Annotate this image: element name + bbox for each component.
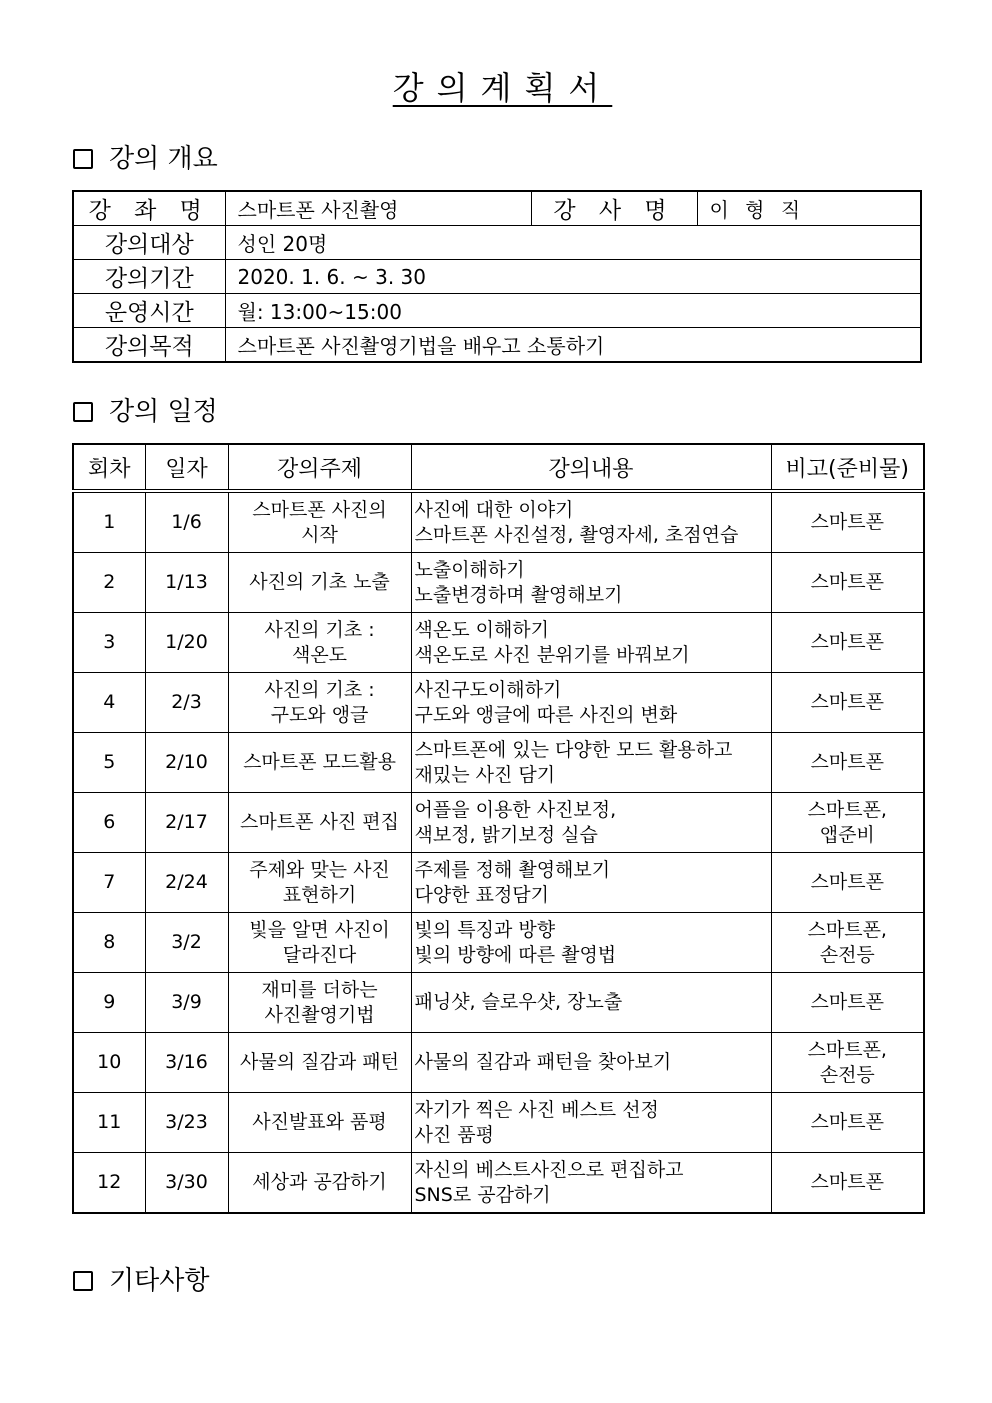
session-content xyxy=(411,553,771,613)
table-row xyxy=(73,613,924,673)
session-date: 2/3 xyxy=(145,673,228,733)
session-note xyxy=(771,913,924,973)
session-note-line: 앱준비 xyxy=(819,823,875,846)
session-topic-line: 색온도 xyxy=(291,643,348,666)
session-number: 12 xyxy=(73,1153,145,1214)
course-value: 스마트폰 사진촬영 xyxy=(225,191,531,226)
session-number: 2 xyxy=(73,553,145,613)
table-row xyxy=(73,853,924,913)
session-note xyxy=(771,673,924,733)
checkbox-square-icon xyxy=(73,402,93,422)
session-note xyxy=(771,613,924,673)
session-content xyxy=(411,913,771,973)
session-note-line: 손전등 xyxy=(819,943,875,966)
session-content-line: 자기가 찍은 사진 베스트 선정 xyxy=(414,1098,659,1121)
table-row xyxy=(73,1153,924,1214)
session-note xyxy=(771,733,924,793)
session-topic xyxy=(228,913,411,973)
header-date: 일자 xyxy=(145,444,228,491)
session-number: 6 xyxy=(73,793,145,853)
session-content xyxy=(411,793,771,853)
session-topic xyxy=(228,1033,411,1093)
session-note xyxy=(771,1153,924,1214)
session-date: 1/13 xyxy=(145,553,228,613)
purpose-label: 강의목적 xyxy=(73,328,225,363)
checkbox-square-icon xyxy=(73,1271,93,1291)
header-no: 회차 xyxy=(73,444,145,491)
session-date: 3/23 xyxy=(145,1093,228,1153)
session-topic xyxy=(228,491,411,553)
session-date: 1/6 xyxy=(145,491,228,553)
table-row xyxy=(73,1093,924,1153)
session-content-line: 색온도로 사진 분위기를 바꿔보기 xyxy=(414,643,690,666)
schedule-body xyxy=(73,491,924,1213)
session-content-line: 어플을 이용한 사진보정, xyxy=(414,798,617,821)
session-date: 2/24 xyxy=(145,853,228,913)
session-content-line: 사진 품평 xyxy=(414,1123,494,1146)
session-number: 7 xyxy=(73,853,145,913)
session-topic xyxy=(228,733,411,793)
session-note-line: 스마트폰 xyxy=(810,691,884,713)
session-topic xyxy=(228,793,411,853)
session-note xyxy=(771,1033,924,1093)
session-note xyxy=(771,853,924,913)
schedule-header-row xyxy=(73,444,924,491)
session-content xyxy=(411,1093,771,1153)
session-content xyxy=(411,733,771,793)
session-note-line: 스마트폰 xyxy=(810,631,884,653)
session-number: 1 xyxy=(73,491,145,553)
session-content-line: 사물의 질감과 패턴을 찾아보기 xyxy=(414,1051,672,1073)
purpose-value: 스마트폰 사진촬영기법을 배우고 소통하기 xyxy=(225,328,921,363)
overview-row-hours xyxy=(73,294,921,328)
session-content xyxy=(411,853,771,913)
instructor-value: 이 형 직 xyxy=(697,191,921,226)
table-row xyxy=(73,1033,924,1093)
overview-table xyxy=(72,190,922,363)
session-date: 1/20 xyxy=(145,613,228,673)
session-note xyxy=(771,553,924,613)
document-title: 강의계획서 xyxy=(392,69,613,107)
session-content-line: 주제를 정해 촬영해보기 xyxy=(414,858,611,881)
session-note-line: 스마트폰 xyxy=(810,991,884,1013)
session-topic-line: 스마트폰 모드활용 xyxy=(243,751,396,773)
table-row xyxy=(73,673,924,733)
session-content-line: 구도와 앵글에 따른 사진의 변화 xyxy=(414,703,678,726)
session-note xyxy=(771,973,924,1033)
session-date: 3/30 xyxy=(145,1153,228,1214)
session-topic xyxy=(228,853,411,913)
course-label: 강 좌 명 xyxy=(73,191,225,226)
period-value: 2020. 1. 6. ~ 3. 30 xyxy=(225,260,921,294)
session-topic-line: 사진의 기초 : xyxy=(264,618,375,641)
session-content-line: 빛의 특징과 방향 xyxy=(414,918,556,941)
header-content: 강의내용 xyxy=(411,444,771,491)
session-content-line: 노출변경하며 촬영해보기 xyxy=(414,583,623,606)
table-row xyxy=(73,913,924,973)
session-note-line: 스마트폰, xyxy=(807,1038,887,1061)
session-note-line: 스마트폰 xyxy=(810,571,884,593)
table-row xyxy=(73,491,924,553)
hours-value: 월: 13:00~15:00 xyxy=(225,294,921,328)
section-overview-heading: 강의 개요 xyxy=(73,144,218,174)
session-note xyxy=(771,491,924,553)
session-number: 3 xyxy=(73,613,145,673)
session-content-line: 사진에 대한 이야기 xyxy=(414,498,574,521)
session-content-line: 색보정, 밝기보정 실습 xyxy=(414,823,598,846)
session-topic-line: 사진촬영기법 xyxy=(264,1003,375,1026)
table-row xyxy=(73,973,924,1033)
header-topic: 강의주제 xyxy=(228,444,411,491)
session-date: 2/17 xyxy=(145,793,228,853)
table-row xyxy=(73,733,924,793)
session-date: 3/9 xyxy=(145,973,228,1033)
session-note-line: 스마트폰 xyxy=(810,871,884,893)
schedule-table xyxy=(72,443,925,1214)
session-topic xyxy=(228,1093,411,1153)
session-number: 10 xyxy=(73,1033,145,1093)
session-topic-line: 달라진다 xyxy=(282,943,357,966)
table-row xyxy=(73,553,924,613)
session-number: 4 xyxy=(73,673,145,733)
session-note-line: 스마트폰 xyxy=(810,511,884,533)
session-content-line: 색온도 이해하기 xyxy=(414,618,550,641)
session-topic-line: 사물의 질감과 패턴 xyxy=(240,1051,399,1073)
session-content-line: SNS로 공감하기 xyxy=(414,1183,551,1206)
session-date: 2/10 xyxy=(145,733,228,793)
checkbox-square-icon xyxy=(73,149,93,169)
header-note: 비고(준비물) xyxy=(771,444,924,491)
session-topic-line: 주제와 맞는 사진 xyxy=(249,858,390,881)
session-topic xyxy=(228,973,411,1033)
session-topic xyxy=(228,673,411,733)
overview-row-purpose xyxy=(73,328,921,363)
overview-row-course xyxy=(73,191,921,226)
session-content xyxy=(411,613,771,673)
session-topic-line: 재미를 더하는 xyxy=(261,978,378,1001)
instructor-label: 강 사 명 xyxy=(531,191,697,226)
session-content-line: 자신의 베스트사진으로 편집하고 xyxy=(414,1158,684,1181)
session-content-line: 다양한 표정담기 xyxy=(414,883,550,906)
session-content-line: 스마트폰 사진설정, 촬영자세, 초점연습 xyxy=(414,523,739,546)
session-note xyxy=(771,793,924,853)
session-number: 5 xyxy=(73,733,145,793)
section-etc-heading: 기타사항 xyxy=(73,1266,209,1296)
session-number: 8 xyxy=(73,913,145,973)
session-content-line: 노출이해하기 xyxy=(414,558,525,581)
session-topic-line: 세상과 공감하기 xyxy=(252,1171,387,1193)
session-date: 3/2 xyxy=(145,913,228,973)
session-topic-line: 스마트폰 사진의 xyxy=(252,498,387,521)
target-label: 강의대상 xyxy=(73,226,225,260)
period-label: 강의기간 xyxy=(73,260,225,294)
session-content-line: 재밌는 사진 담기 xyxy=(414,763,556,786)
session-topic-line: 시작 xyxy=(301,523,338,546)
session-topic-line: 사진의 기초 노출 xyxy=(249,571,390,593)
session-number: 11 xyxy=(73,1093,145,1153)
session-note-line: 스마트폰, xyxy=(807,798,887,821)
session-topic-line: 사진의 기초 : xyxy=(264,678,375,701)
session-content xyxy=(411,973,771,1033)
session-number: 9 xyxy=(73,973,145,1033)
session-content xyxy=(411,1153,771,1214)
session-topic-line: 스마트폰 사진 편집 xyxy=(240,811,399,833)
session-note-line: 스마트폰, xyxy=(807,918,887,941)
session-topic xyxy=(228,1153,411,1214)
session-content xyxy=(411,673,771,733)
target-value: 성인 20명 xyxy=(225,226,921,260)
session-note-line: 스마트폰 xyxy=(810,751,884,773)
session-topic xyxy=(228,553,411,613)
session-topic xyxy=(228,613,411,673)
session-content-line: 패닝샷, 슬로우샷, 장노출 xyxy=(414,991,623,1013)
session-note-line: 손전등 xyxy=(819,1063,875,1086)
overview-row-target xyxy=(73,226,921,260)
session-topic-line: 빛을 알면 사진이 xyxy=(249,918,390,941)
session-content-line: 빛의 방향에 따른 촬영법 xyxy=(414,943,617,966)
session-note-line: 스마트폰 xyxy=(810,1111,884,1133)
overview-row-period xyxy=(73,260,921,294)
table-row xyxy=(73,793,924,853)
session-content xyxy=(411,491,771,553)
session-topic-line: 사진발표와 품평 xyxy=(252,1111,387,1133)
session-topic-line: 구도와 앵글 xyxy=(270,703,369,726)
session-content xyxy=(411,1033,771,1093)
session-topic-line: 표현하기 xyxy=(282,883,357,906)
session-content-line: 사진구도이해하기 xyxy=(414,678,562,701)
session-date: 3/16 xyxy=(145,1033,228,1093)
session-content-line: 스마트폰에 있는 다양한 모드 활용하고 xyxy=(414,738,733,761)
session-note xyxy=(771,1093,924,1153)
section-schedule-heading: 강의 일정 xyxy=(73,397,218,427)
hours-label: 운영시간 xyxy=(73,294,225,328)
session-note-line: 스마트폰 xyxy=(810,1171,884,1193)
